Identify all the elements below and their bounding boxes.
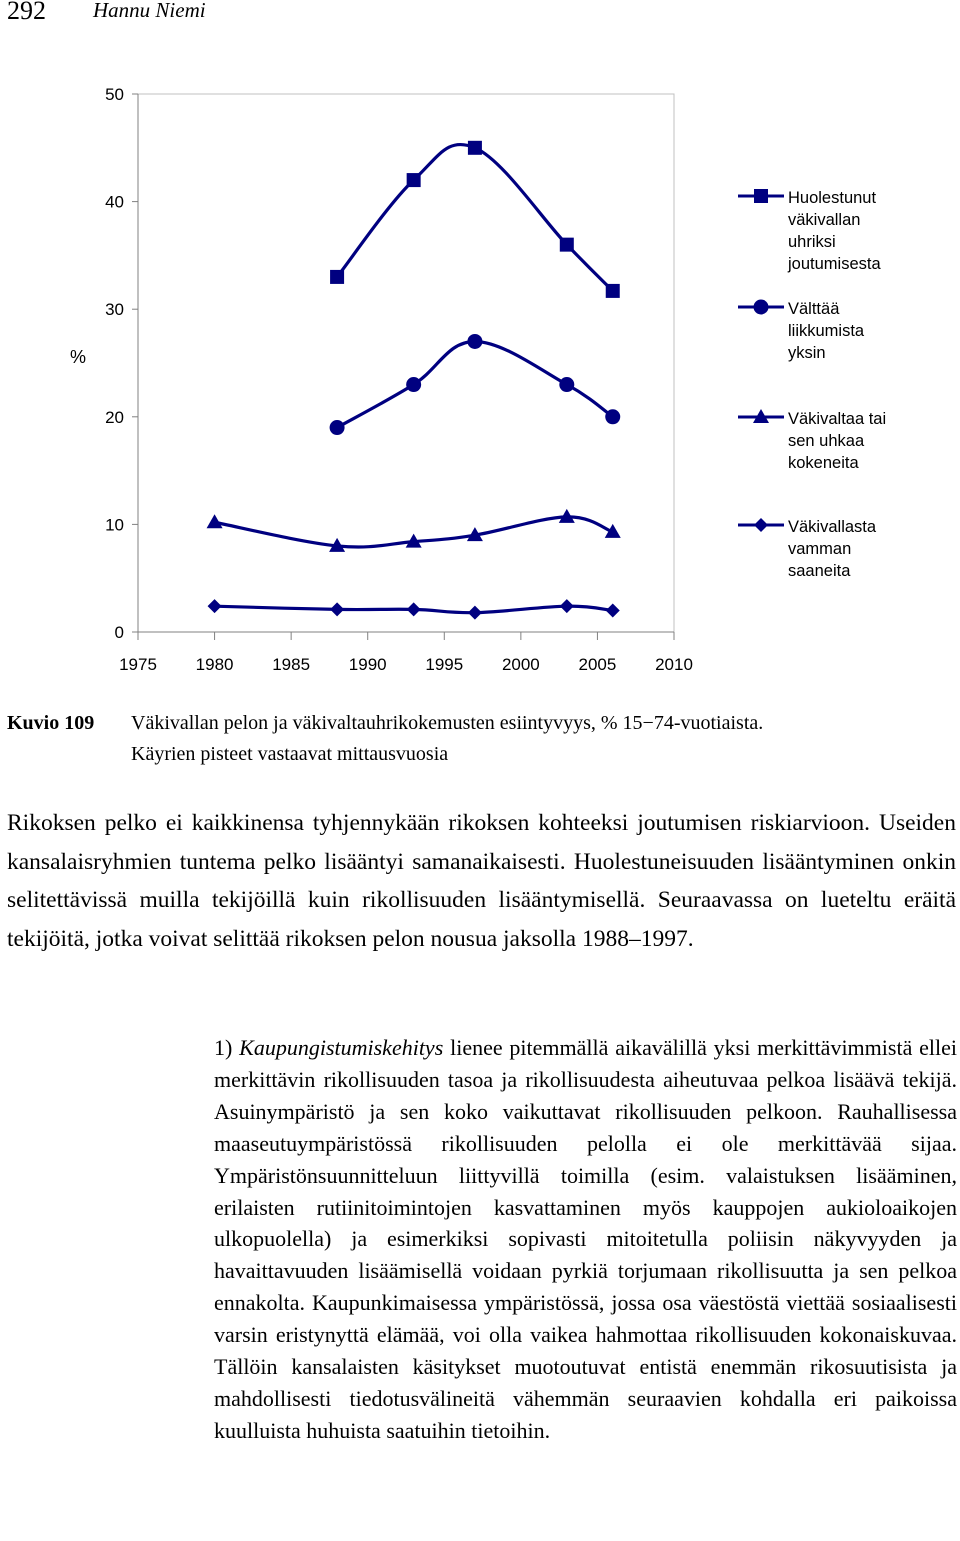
legend-marker-circle [754, 300, 769, 315]
series-vakivaltaa-tai [207, 509, 621, 552]
series-vakivallasta [208, 599, 620, 619]
legend-entry-valttaa [738, 300, 865, 363]
x-tick-label: 1975 [119, 655, 157, 674]
legend-label-line: väkivallan [788, 211, 861, 229]
x-tick-label: 1990 [348, 655, 387, 674]
x-tick-label: 1980 [195, 655, 234, 674]
legend-label-line: saaneita [788, 562, 851, 580]
legend-label-line: uhriksi [788, 233, 836, 251]
legend-marker-square [754, 189, 768, 203]
item-number: 1) [214, 1035, 233, 1060]
chart-legend [738, 189, 886, 580]
data-point-circle [559, 377, 574, 392]
data-point-diamond [208, 599, 222, 613]
caption-line-2: Käyrien pisteet vastaavat mittausvuosia [131, 743, 449, 765]
data-point-diamond [468, 606, 482, 620]
legend-label-line: kokeneita [788, 454, 859, 472]
chart-series [207, 141, 621, 620]
item-text: lienee pitemmällä aikavälillä yksi merkittävimmistä ellei merkittävin rikollisuuden tasoa ja rikollisuudesta aiheutuvaa pelkoa lisäävä tekijä. Asuinympäristö ja sen koko vaikuttavat rikollisuuden pelkoon. Rauhallisessa maaseutuympäristössä rikollisuuden pelolla ei ole merkittävää sijaa. Ympäristönsuunnitteluun liittyvillä toimilla (esim. valaistuksen lisääminen, erilaisten rutiinitoimintojen kasvattaminen myös kauppojen aukioloaikojen ulkopuolella) ja esimerkiksi sopivasti mitoitetulla poliisin näkyvyyden ja havaittavuuden lisäämisellä voidaan pyrkiä torjumaan rikollisuutta ja sen pelkoa ennakolta. Kaupunkimaisessa ympäristössä, jossa osa väestöstä viettää sosiaalisesti varsin eristynyttä elämää, voi olla vaikea hahmottaa rikollisuuden kokonaiskuvaa. Tällöin kansalaisten käsitykset muotoutuvat entistä enemmän rikosuutisista ja mahdollisesti tiedotusvälineitä vähemmän seuraavien kohdalla eri paikoissa kuulluista huhuista saatuihin tietoihin. [214, 1035, 958, 1443]
fear-of-violence-chart [0, 70, 960, 685]
chart-axes [70, 85, 693, 674]
legend-label-line: Väkivallasta [788, 518, 877, 536]
data-point-diamond [407, 602, 421, 616]
series-valttaa [330, 334, 621, 435]
y-tick-label: 40 [105, 192, 124, 212]
item-term: Kaupungistumiskehitys [239, 1035, 444, 1060]
caption-label: Kuvio 109 [7, 712, 95, 734]
y-tick-label: 10 [105, 515, 124, 535]
series-line [337, 144, 613, 290]
data-point-diamond [560, 599, 574, 613]
x-tick-label: 2000 [501, 655, 540, 674]
x-tick-label: 2010 [655, 655, 693, 674]
legend-label-line: sen uhkaa [788, 432, 865, 450]
legend-label-line: vamman [788, 540, 852, 558]
legend-label-line: liikkumista [788, 322, 865, 340]
plot-frame [138, 94, 674, 632]
data-point-square [407, 173, 421, 187]
data-point-circle [406, 377, 421, 392]
legend-marker-diamond [754, 518, 768, 532]
legend-label-line: Välttää [788, 300, 840, 318]
data-point-circle [467, 334, 482, 349]
x-tick-label: 1985 [272, 655, 311, 674]
y-axis-label: % [69, 347, 87, 367]
running-head-author: Hannu Niemi [93, 0, 206, 22]
data-point-diamond [330, 602, 344, 616]
data-point-square [468, 141, 482, 155]
page-number: 292 [7, 0, 46, 25]
data-point-triangle [207, 514, 223, 528]
y-tick-label: 0 [114, 623, 124, 642]
x-tick-label: 1995 [425, 655, 464, 674]
data-point-square [330, 270, 344, 284]
x-tick-label: 2005 [578, 655, 617, 674]
legend-entry-vakivaltaa-tai [738, 409, 886, 472]
list-item-1 [214, 1032, 957, 1447]
legend-entry-vakivallasta [738, 518, 877, 580]
y-tick-label: 30 [105, 300, 124, 320]
y-tick-label: 50 [105, 85, 124, 104]
data-point-square [606, 284, 620, 298]
legend-label-line: Huolestunut [788, 189, 877, 207]
legend-entry-huolestunut [738, 189, 881, 273]
legend-label-line: joutumisesta [788, 255, 881, 273]
figure-caption [7, 708, 957, 770]
data-point-circle [605, 409, 620, 424]
plot-area-border [138, 94, 674, 632]
data-point-diamond [606, 603, 620, 617]
legend-label-line: Väkivaltaa tai [788, 410, 887, 428]
data-point-square [560, 238, 574, 252]
series-huolestunut [330, 141, 620, 298]
data-point-circle [330, 420, 345, 435]
body-paragraph: Rikoksen pelko ei kaikkinensa tyhjennykään rikoksen kohteeksi joutumisen riskiarvioon. Useiden kansalaisryhmien tuntema pelko lisääntyi samanaikaisesti. Huolestuneisuuden lisääntyminen onkin selitettävissä muilla tekijöillä kuin rikollisuuden lisääntymisellä. Seuraavassa on lueteltu eräitä tekijöitä, jotka voivat selittää rikoksen pelon nousua jaksolla 1988–1997. [7, 810, 956, 952]
y-tick-label: 20 [105, 407, 124, 427]
caption-line-1: Väkivallan pelon ja väkivaltauhrikokemusten esiintyvyys, % 15−74-vuotiaista. [131, 712, 764, 734]
legend-label-line: yksin [788, 344, 826, 362]
